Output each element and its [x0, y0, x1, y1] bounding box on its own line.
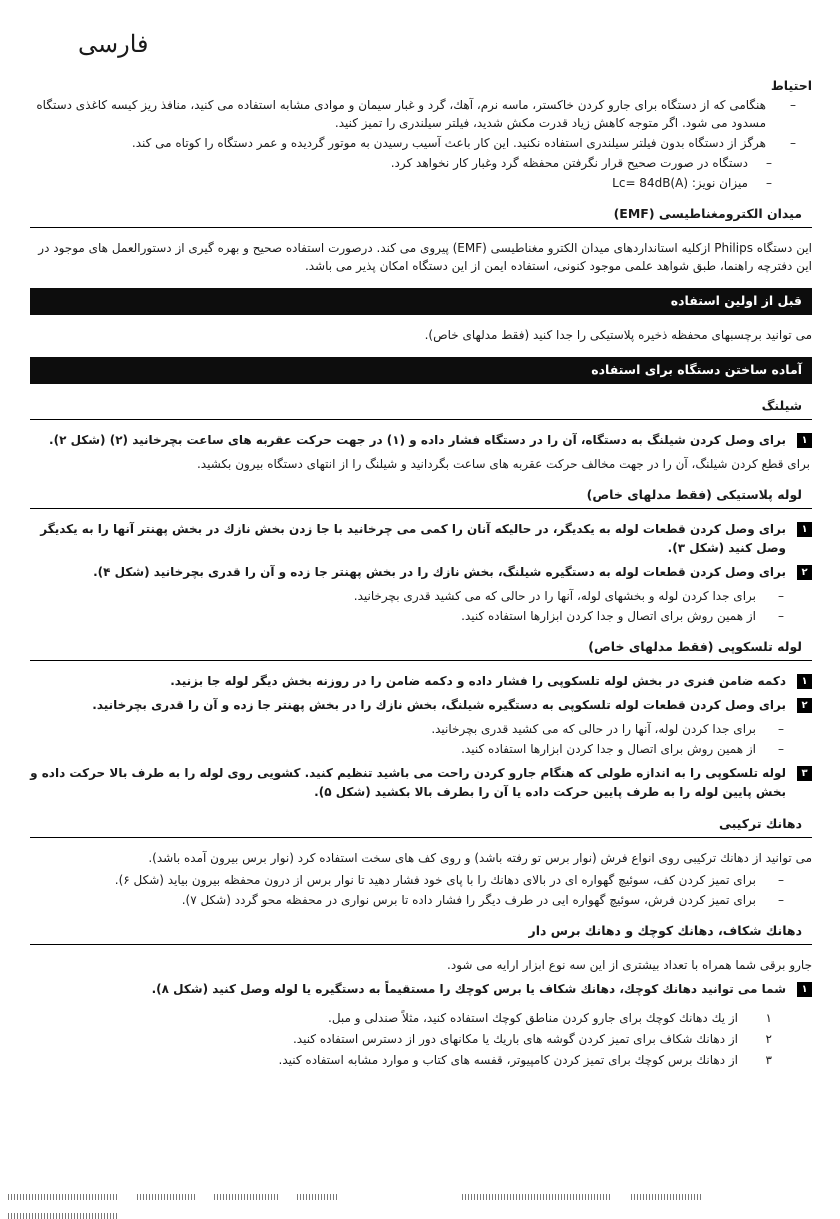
nozzle-list-item-text: از یك دهانك کوچك برای جارو کردن مناطق کوچك استفاده کنید، مثلاً صندلی و مبل. [328, 1011, 738, 1025]
telescopic-tube-heading: لوله تلسکوپی (فقط مدلهای خاص) [30, 639, 812, 661]
dash-bullet-icon: – [790, 98, 796, 112]
dash-bullet-icon: – [778, 893, 784, 907]
footer-print-mark [137, 1194, 195, 1200]
page-title [30, 30, 812, 58]
combi-nozzle-dash-text: برای تمیز کردن کف، سوئیچ گهواره ای در بالای دهانك را با پای خود فشار دهید تا نوار برس از درون محفظه بیرون بیاید (شکل ۶). [114, 873, 756, 887]
small-nozzles-heading: دهانك شکاف، دهانك کوچك و دهانك برس دار [30, 923, 812, 945]
caution-bullet [30, 134, 812, 152]
plastic-tube-dash-text: برای جدا کردن لوله و بخشهای لوله، آنها را در حالی که می کشید قدری بچرخانید. [353, 589, 756, 603]
before-first-use-section [30, 288, 812, 344]
footer-print-mark [214, 1194, 278, 1200]
step-number-badge: ۲ [797, 698, 812, 713]
prepare-section [30, 357, 812, 384]
caution-sub-bullet [30, 174, 812, 192]
telescopic-tube-section [30, 639, 812, 802]
dash-bullet-icon: – [790, 136, 796, 150]
telescopic-tube-dash-text: از همین روش برای اتصال و جدا کردن ابزارها استفاده کنید. [461, 742, 756, 756]
emf-section [30, 206, 812, 275]
nozzle-list-item [30, 1051, 812, 1069]
hose-step-1-text: برای وصل کردن شیلنگ به دستگاه، آن را در دستگاه فشار داده و (۱) در جهت حرکت عقربه های ساعت بچرخانید (۲) (شکل ۲). [49, 433, 786, 447]
footer-print-mark [297, 1194, 337, 1200]
plastic-tube-step-2 [30, 563, 812, 582]
footer-print-mark [631, 1194, 701, 1200]
plastic-tube-dash [30, 587, 812, 605]
telescopic-tube-step-1 [30, 672, 812, 691]
telescopic-tube-step-3-text: لوله تلسکوپی را به اندازه طولی که هنگام جارو کردن راحت می باشید تنظیم کنید. کشویی روی لوله را به طرف بالا حرکت داده و بخش پایین لوله را به طرف پایین حرکت داده یا آن را بطرف بالا بکشید (شکل ۵). [30, 766, 786, 799]
dash-bullet-icon: – [766, 156, 772, 170]
plastic-tube-section [30, 487, 812, 625]
nozzle-list-item-text: از دهانك برس کوچك برای تمیز کردن کامپیوتر، قفسه های کتاب و موارد مشابه استفاده کنید. [278, 1053, 738, 1067]
small-nozzles-section [30, 923, 812, 1069]
plastic-tube-dash-text: از همین روش برای اتصال و جدا کردن ابزارها استفاده کنید. [461, 609, 756, 623]
telescopic-tube-step-1-text: دکمه ضامن فنری در بخش لوله تلسکوپی را فشار داده و دکمه ضامن را در روزنه بخش دیگر لوله جا بزنید. [170, 674, 786, 688]
plastic-tube-step-1-text: برای وصل کردن قطعات لوله به یکدیگر، در حالیکه آنان را کمی می چرخانید با جا زدن بخش نازك در بخش پهنتر آنها را به یکدیگر وصل کنید (شکل ۳). [40, 522, 786, 555]
step-number-badge: ۱ [797, 674, 812, 689]
dash-bullet-icon: – [766, 176, 772, 190]
before-first-use-bar: قبل از اولین استفاده [30, 288, 812, 315]
combi-nozzle-body: می توانید از دهانك ترکیبی روی انواع فرش (نوار برس تو رفته باشد) و روی کف های سخت استفاده کرد (نوار برس بیرون آمده باشد). [148, 851, 812, 865]
telescopic-tube-dash [30, 740, 812, 758]
combi-nozzle-dash-text: برای تمیز کردن فرش، سوئیچ گهواره ایی در طرف دیگر را فشار داده تا برس نواری در محفظه محو گردد (شکل ۷). [181, 893, 756, 907]
dash-bullet-icon: – [778, 722, 784, 736]
telescopic-tube-dash [30, 720, 812, 738]
emf-body: این دستگاه Philips ازکلیه استانداردهای میدان الکترو مغناطیسی (EMF) پیروی می کند. درصورت استفاده صحیح و بهره گیری از دستورالعمل های موجود در این دفترچه راهنما، طبق شواهد علمی موجود کنونی، استفاده ایمن از این دستگاه امکان پذیر می باشد. [38, 241, 812, 273]
footer-fine-print [8, 1181, 832, 1188]
hose-section [30, 398, 812, 473]
list-number: ۱ [765, 1011, 772, 1025]
step-number-badge: ۳ [797, 766, 812, 781]
telescopic-tube-step-2-text: برای وصل کردن قطعات لوله تلسکوپی به دستگیره شیلنگ، بخش نازك را در بخش پهنتر جا زده و آن را قدری بچرخانید. [92, 698, 786, 712]
step-number-badge: ۱ [797, 433, 812, 448]
plastic-tube-heading: لوله پلاستیکی (فقط مدلهای خاص) [30, 487, 812, 509]
nozzle-list-item [30, 1030, 812, 1048]
telescopic-tube-step-3 [30, 764, 812, 802]
caution-bullet-text: هنگامی که از دستگاه برای جارو کردن خاکستر، ماسه نرم، آهك، گرد و غبار سیمان و موادی مشابه استفاده می کنید، منافذ ریز کیسه کاغذی دستگاه مسدود می شود. اگر متوجه کاهش زیاد قدرت مکش شدید، فیلتر سیلندری را تمیز کنید. [36, 98, 766, 130]
footer-print-mark [462, 1194, 612, 1200]
combi-nozzle-dash [30, 891, 812, 909]
telescopic-tube-dash-text: برای جدا کردن لوله، آنها را در حالی که می کشید قدری بچرخانید. [431, 722, 756, 736]
page-title-text: فارسی [78, 30, 149, 58]
hose-step-1-note: برای قطع کردن شیلنگ، آن را در جهت مخالف حرکت عقربه های ساعت بگردانید و شیلنگ را از انتهای دستگاه بیرون بکشید. [196, 457, 810, 471]
prepare-bar: آماده ساختن دستگاه برای استفاده [30, 357, 812, 384]
small-nozzles-step-1-text: شما می توانید دهانك کوچك، دهانك شکاف یا برس کوچك را مستقیماً به دستگیره یا لوله وصل کنید (شکل ۸). [151, 982, 786, 996]
noise-level-text: میزان نویز: Lc= 84dB(A) [612, 176, 748, 190]
caution-sub-bullet-text: دستگاه در صورت صحیح قرار نگرفتن محفظه گرد وغبار کار نخواهد کرد. [390, 156, 748, 170]
combi-nozzle-dash [30, 871, 812, 889]
small-nozzles-step-1 [30, 980, 812, 999]
footer-print-mark [8, 1213, 118, 1219]
plastic-tube-dash [30, 607, 812, 625]
emf-heading: میدان الکترومغناطیسی (EMF) [30, 206, 812, 228]
before-first-use-body: می توانید برچسبهای محفظه ذخیره پلاستیکی را جدا کنید (فقط مدلهای خاص). [424, 328, 812, 342]
caution-sub-bullet [30, 154, 812, 172]
caution-section [30, 78, 812, 192]
list-number: ۲ [765, 1032, 772, 1046]
dash-bullet-icon: – [778, 742, 784, 756]
plastic-tube-step-2-text: برای وصل کردن قطعات لوله به دستگیره شیلنگ، بخش نازك را در بخش پهنتر جا زده و آن را قدری بچرخانید (شکل ۴). [93, 565, 786, 579]
nozzle-list-item-text: از دهانك شکاف برای تمیز کردن گوشه های باریك یا مکانهای دور از دسترس استفاده کنید. [292, 1032, 738, 1046]
footer-print-mark [8, 1194, 118, 1200]
caution-heading: احتیاط [770, 78, 812, 93]
step-number-badge: ۱ [797, 522, 812, 537]
telescopic-tube-step-2 [30, 696, 812, 715]
nozzle-list-item [30, 1009, 812, 1027]
caution-bullet-text: هرگز از دستگاه بدون فیلتر سیلندری استفاده نکنید. این کار باعث آسیب رسیدن به موتور گردیده و عمر دستگاه را کوتاه می کند. [131, 136, 766, 150]
dash-bullet-icon: – [778, 873, 784, 887]
hose-heading: شیلنگ [30, 398, 812, 420]
hose-step-1 [30, 431, 812, 450]
combi-nozzle-heading: دهانك ترکیبی [30, 816, 812, 838]
plastic-tube-step-1 [30, 520, 812, 558]
list-number: ۳ [765, 1053, 772, 1067]
caution-bullet [30, 96, 812, 132]
dash-bullet-icon: – [778, 609, 784, 623]
dash-bullet-icon: – [778, 589, 784, 603]
combi-nozzle-section [30, 816, 812, 909]
step-number-badge: ۱ [797, 982, 812, 997]
step-number-badge: ۲ [797, 565, 812, 580]
small-nozzles-body: جارو برقی شما همراه با تعداد بیشتری از این سه نوع ابزار ارایه می شود. [447, 958, 812, 972]
